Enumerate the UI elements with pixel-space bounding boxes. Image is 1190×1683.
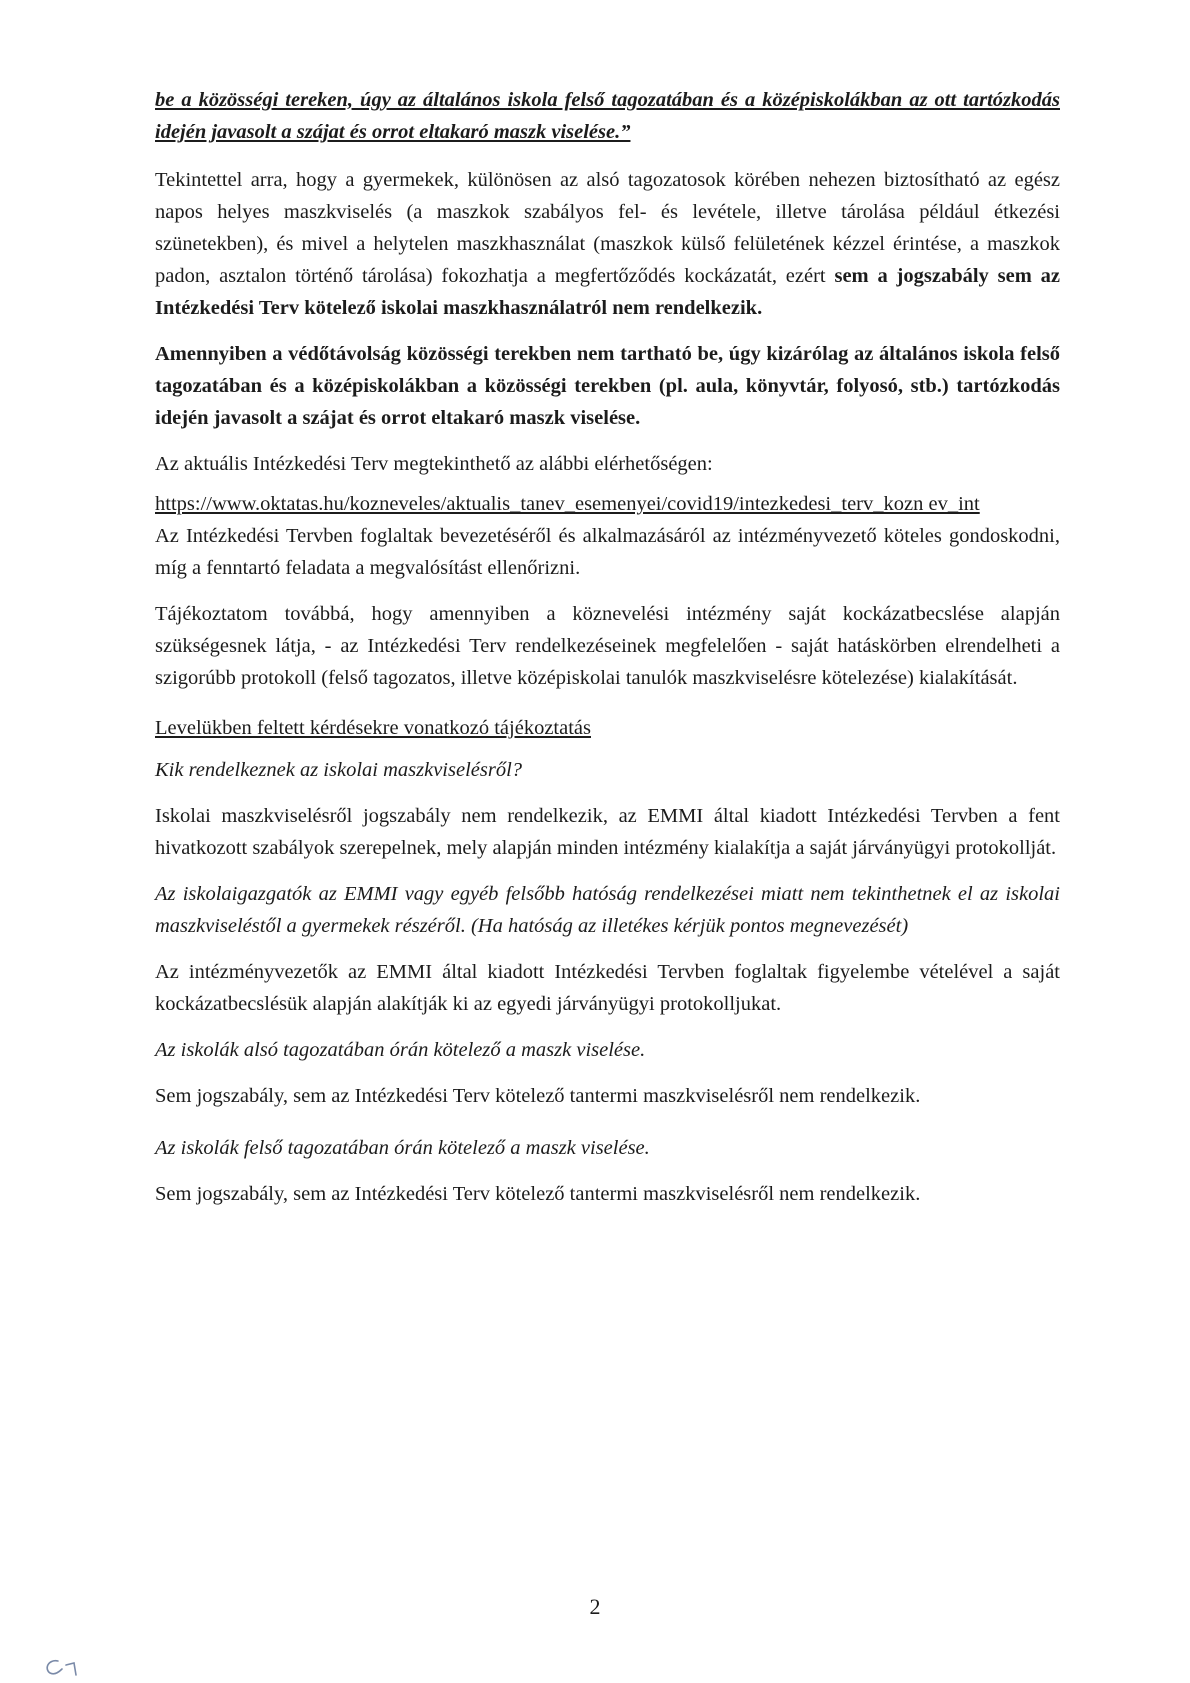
question-4: Az iskolák felső tagozatában órán kötelező a maszk viselése. [155, 1137, 650, 1159]
answer-2: Az intézményvezetők az EMMI által kiadott Intézkedési Tervben foglaltak figyelembe vételével a saját kockázatbecslésük alapján alakítják ki az egyedi járványügyi protokolljukat. [155, 961, 1060, 1015]
question-1: Kik rendelkeznek az iskolai maszkviselésről? [155, 759, 523, 781]
paragraph-stricter-protocol: Tájékoztatom továbbá, hogy amennyiben a köznevelési intézmény saját kockázatbecslése alapján szükségesnek látja, - az Intézkedési Terv rendelkezéseinek megfelelően - saját hatáskörben elrendelheti a szigorúbb protokoll (felső tagozatos, illetve középiskolai tanulók maszkviselésre kötelezése) kialakítását. [155, 603, 1060, 689]
paragraph-distance-rule: Amennyiben a védőtávolság közösségi terekben nem tartható be, úgy kizárólag az általános iskola felső tagozatában és a középiskolákban a közösségi terekben (pl. aula, könyvtár, folyosó, stb.) tartózkodás idején javasolt a szájat és orrot eltakaró maszk viselése. [155, 343, 1060, 429]
question-3: Az iskolák alsó tagozatában órán kötelező a maszk viselése. [155, 1039, 646, 1061]
paragraph-plan-reference: Az aktuális Intézkedési Terv megtekinthető az alábbi elérhetőségen: [155, 453, 713, 475]
paragraph-mask-rationale [155, 164, 1060, 324]
paragraph-mask-rationale-bold: sem a jogszabály sem az Intézkedési Terv kötelező iskolai maszkhasználatról nem rendelkezik. [155, 265, 1060, 319]
handwritten-mark [40, 1655, 100, 1681]
paragraph-responsibility: Az Intézkedési Tervben foglaltak bevezetéséről és alkalmazásáról az intézményvezető köteles gondoskodni, míg a fenntartó feladata a megvalósítást ellenőrizni. [155, 525, 1060, 579]
plan-link[interactable]: https://www.oktatas.hu/kozneveles/aktualis_tanev_esemenyei/covid19/intezkedesi_terv_kozn ev_int [155, 493, 980, 515]
answer-4: Sem jogszabály, sem az Intézkedési Terv kötelező tantermi maszkviselésről nem rendelkezik. [155, 1183, 921, 1205]
paragraph-mask-rationale-text: Tekintettel arra, hogy a gyermekek, különösen az alsó tagozatosok körében nehezen biztosítható az egész napos helyes maszkviselés (a maszkok szabályos fel- és levétele, illetve tárolása például étkezési szünetekben), és mivel a helytelen maszkhasználat (maszkok külső felületének kézzel érintése, a maszkok padon, asztalon történő tárolása) fokozhatja a megfertőződés kockázatát, ezért [155, 169, 1060, 287]
answer-3: Sem jogszabály, sem az Intézkedési Terv kötelező tantermi maszkviselésről nem rendelkezik. [155, 1085, 921, 1107]
document-body [155, 84, 1060, 1224]
question-2: Az iskolaigazgatók az EMMI vagy egyéb felsőbb hatóság rendelkezései miatt nem tekinthetnek el az iskolai maszkviseléstől a gyermekek részéről. (Ha hatóság az illetékes kérjük pontos megnevezését) [155, 883, 1060, 937]
quote-ending: be a közösségi tereken, úgy az általános iskola felső tagozatában és a középiskolákban az ott tartózkodás idején javasolt a szájat és orrot eltakaró maszk viselése.” [155, 89, 1060, 143]
page-number: 2 [589, 1594, 601, 1619]
answer-1: Iskolai maszkviselésről jogszabály nem rendelkezik, az EMMI által kiadott Intézkedési Tervben a fent hivatkozott szabályok szerepelnek, mely alapján minden intézmény kialakítja a saját járványügyi protokollját. [155, 805, 1060, 859]
section-heading: Levelükben feltett kérdésekre vonatkozó tájékoztatás [155, 717, 591, 739]
